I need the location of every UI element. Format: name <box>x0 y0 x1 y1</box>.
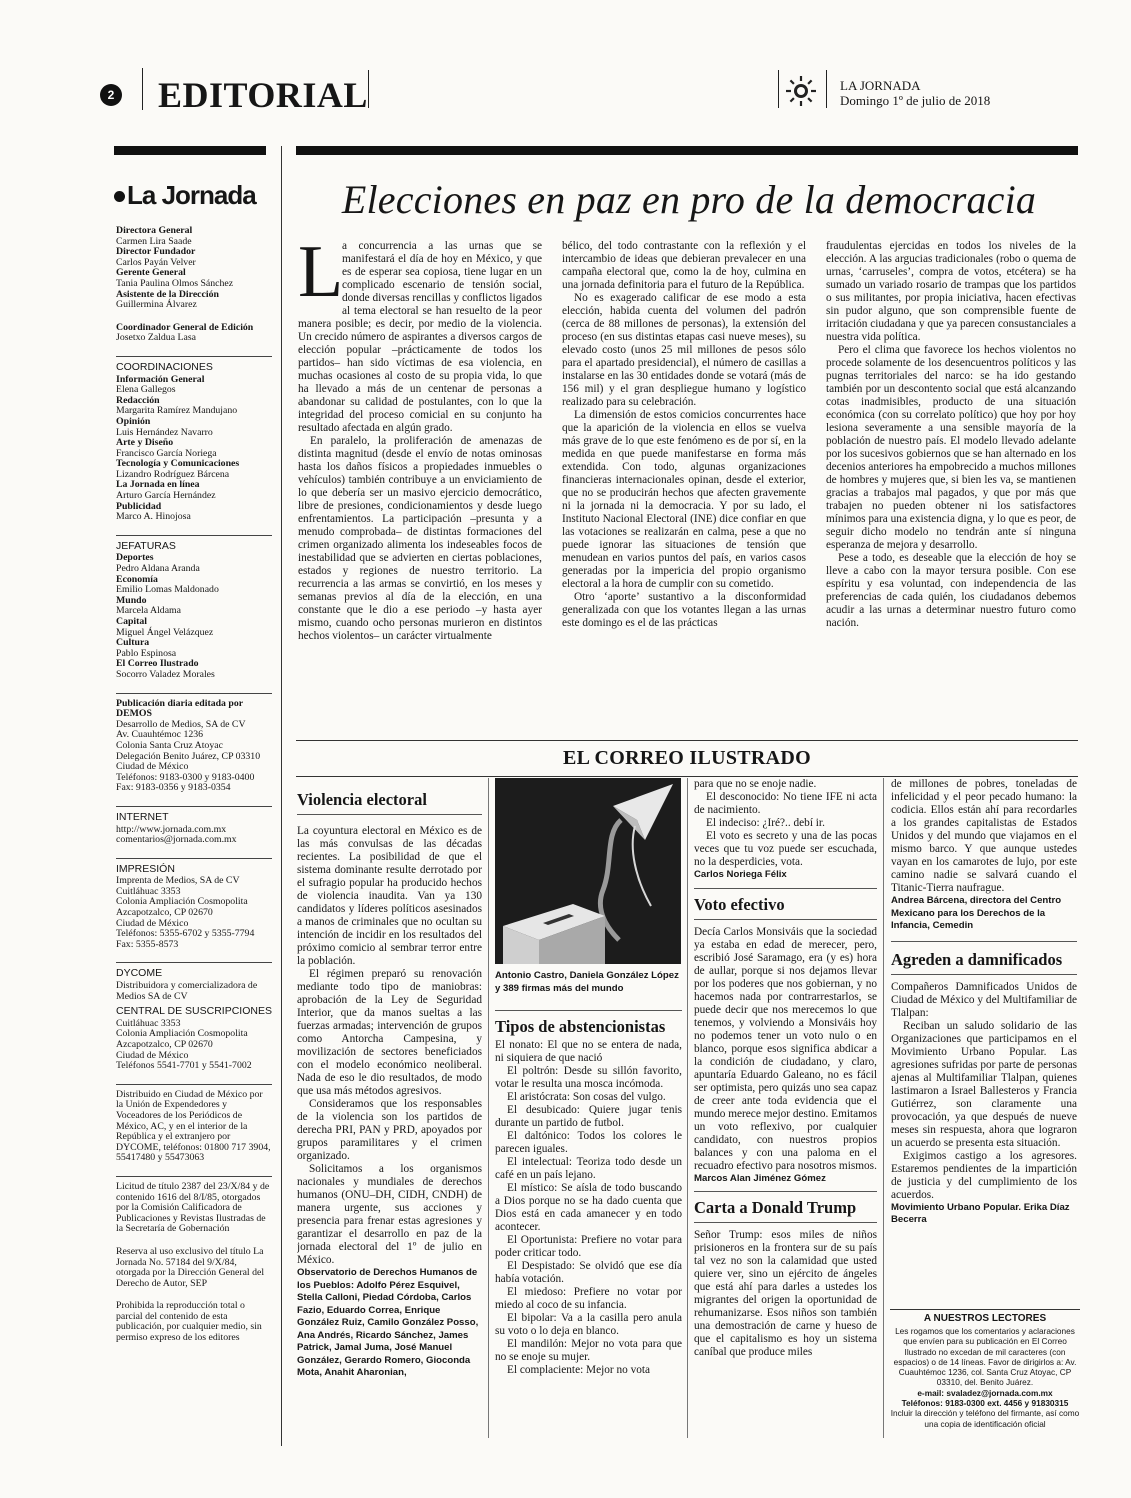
letter-violencia-electoral <box>297 790 482 1440</box>
section-divider <box>296 776 1078 777</box>
letter-signature: Movimiento Urbano Popular. Erika Díaz Becerra <box>891 1201 1070 1225</box>
editorial-paragraph <box>298 240 542 435</box>
staff-role: Arte y Diseño <box>116 437 174 449</box>
editorial-paragraph: Pero el clima que favorece los hechos violentos no procede solamente de los desencuentros políticos y las pugnas territoriales del narco: se ha ido gestando también por un descontento social que está alcanzando cotas inadmisibles, producto de una situación económica (con su correlato político) que hoy por hoy lesiona severamente a una sensible mayoría de la población de nuestro país. El modelo llevado adelante por los sucesivos gobiernos que se han alternado en los decenios anteriores ha empobrecido a muchos millones de hombres y mujeres que, si bien les va, se mantienen gracias a trabajos mal pagados, y que por más que trabajen no pueden obtener ni los satisfactores mínimos para una existencia digna, y lo que es peor, de seguir dicho modelo no tendrán ante sí ninguna esperanza de mejora y desarrollo. <box>826 344 1076 551</box>
editorial-paragraph: Pese a todo, es deseable que la elección de hoy se lleve a cabo con la mayor tersura posible. Con ese espíritu y esa voluntad, con independencia de las preferencias de cada quién, los ciudadanos debemos acudir a las urnas a determinar nuestro futuro como nación. <box>826 552 1076 629</box>
section-divider <box>296 740 1078 741</box>
illustration-caption: Antonio Castro, Daniela González López y 389 firmas más del mundo <box>495 970 679 994</box>
drop-cap: L <box>298 240 344 313</box>
masthead-section-heading: COORDINACIONES <box>116 356 272 373</box>
editorial-column-3 <box>826 240 1076 738</box>
letter-tipos-abstencionistas <box>495 1010 682 1440</box>
logo-text: La Jornada <box>127 180 256 210</box>
editorial-illustration <box>495 778 681 964</box>
masthead-section-heading: IMPRESIÓN <box>116 858 272 875</box>
page-number: 2 <box>100 84 122 106</box>
staff-role: Mundo <box>116 594 147 606</box>
staff-role: Deportes <box>116 552 154 564</box>
staff-name: Josetxo Zaldua Lasa <box>116 332 196 344</box>
staff-name: Carlos Payán Velver <box>116 256 196 268</box>
readers-notice-title: A NUESTROS LECTORES <box>890 1309 1080 1324</box>
letter-paragraph: El desconocido: No tiene IFE ni acta de nacimiento. <box>694 791 877 816</box>
staff-role: Información General <box>116 373 205 385</box>
sun-logo-icon <box>784 74 818 108</box>
staff-name: Marcela Aldama <box>116 605 182 617</box>
letter-paragraph: Reciban un saludo solidario de las Organizaciones que participamos en el Movimiento Urbano Popular. Las agresiones sufridas por parte de personas ajenas al Multifamiliar Tlalpan, quienes lastimaron a Israel Ballesteros y Francia Gutiérrez, son claramente una provocación, ya que después de nueve meses sin respuesta, ahora que lograron un acuerdo se presenta esta situación. <box>891 1019 1077 1149</box>
letter-paragraph: El miedoso: Prefiere no votar por miedo al coco de su infancia. <box>495 1286 682 1311</box>
staff-name: Luis Hernández Navarro <box>116 426 213 438</box>
letter-title: Violencia electoral <box>297 790 482 815</box>
editorial-paragraph: Otro ‘aporte’ sustantivo a la disconformidad generalizada con que los votantes llegan a las urnas este domingo es el de las prácticas <box>562 591 806 629</box>
letter-paragraph: El daltónico: Todos los colores le parecen iguales. <box>495 1130 682 1155</box>
staff-name: Tania Paulina Olmos Sánchez <box>116 277 234 289</box>
letter-paragraph: Señor Trump: esos miles de niños prisioneros en la frontera sur de su país tal vez no son la calamidad que usted quiere ver, sino un ejército de ángeles que está ahí para darles a ustedes los migrantes del origen la oportunidad de rehumanizarse. Esos niños son también una demostración de carne y hueso de que el capitalismo es hoy un sistema caníbal que produce miles <box>694 1229 877 1358</box>
readers-notice-phone: Teléfonos: 9183-0300 ext. 4456 y 91830315 <box>901 1398 1069 1409</box>
distribution-info: Distribuido en Ciudad de México por la Unión de Expendedores y Voceadores de los Periódicos de México, AC, y en el interior de la República y el extranjero por DYCOME, teléfonos: 01800 717 3904, 55417480 y 55473063 <box>116 1084 272 1164</box>
staff-name: Guillermina Álvarez <box>116 299 197 311</box>
staff-name: Arturo García Hernández <box>116 490 216 502</box>
editorial-top-bar <box>296 146 1078 155</box>
letter-title: Agreden a damnificados <box>891 941 1077 975</box>
staff-role: Asistente de la Dirección <box>116 288 219 300</box>
letter-signature: Andrea Bárcena, directora del Centro Mexicano para los Derechos de la Infancia, Cemedin <box>891 895 1062 931</box>
letter-paragraph: El intelectual: Teoriza todo desde un café en un país lejano. <box>495 1156 682 1181</box>
letter-title: Carta a Donald Trump <box>694 1191 877 1223</box>
letter-paragraph: El régimen preparó su renovación mediante todo tipo de maniobras: aprobación de la Ley de Seguridad Interior, que da manos sueltas a las fuerzas armadas; intervención de grupos como Antorcha Campesina, y movilización de sectores beneficiados con el modelo económico neoliberal. Nada de eso le dio resultados, de modo que usa más métodos agresivos. <box>297 968 482 1097</box>
letter-paragraph: El poltrón: Desde su sillón favorito, votar le resulta una mosca incómoda. <box>495 1065 682 1090</box>
staff-role: Directora General <box>116 225 193 236</box>
paragraph-text: a concurrencia a las urnas que se manifestará el día de hoy en México, y que es de esperar sea copiosa, tiene lugar en un complicado escenario de tensión social, donde diversas rencillas y conflictos ligados al tema electoral se han resuelto de la peor manera posible; es decir, por medio de la violencia. Un crecido número de aspirantes a diversos cargos de elección popular –prácticamente de todos los partidos– han sido víctimas de esa violencia, en muchas ocasiones al costo de su propia vida, lo que ha llevado a más de un centenar de personas a abandonar su calidad de postulantes, con lo que la integridad del proceso comicial en su conjunto ha resultado afectada en algún grado. <box>298 240 542 434</box>
reservation-info: Reserva al uso exclusivo del título La Jornada No. 57184 del 9/X/84, otorgada por la Dirección General del Derecho de Autor, SEP <box>116 1245 265 1289</box>
masthead-logo <box>114 180 256 211</box>
staff-name: Francisco García Noriega <box>116 447 217 459</box>
staff-role: El Correo Ilustrado <box>116 658 199 670</box>
internet-info: http://www.jornada.com.mx comentarios@jornada.com.mx <box>116 823 237 846</box>
header-divider <box>142 68 143 110</box>
letter-paragraph: Exigimos castigo a los agresores. Estaremos pendientes de la impartición de justicia y del cumplimiento de los acuerdos. <box>891 1149 1077 1201</box>
letter-paragraph: para que no se enoje nadie. <box>694 778 817 790</box>
staff-role: Publicidad <box>116 500 162 512</box>
staff-name: Pedro Aldana Aranda <box>116 563 200 575</box>
editorial-paragraph: En paralelo, la proliferación de amenazas de distinta magnitud (desde el envío de notas ominosas hasta los daños físicos a propiedades inmuebles o vehículos) también contribuye a un enviciamiento de lo que debería ser un masivo ejercicio democrático, libre de presiones, condicionamientos y desde luego enfrentamientos. La participación –presunta y a menudo comprobada– de distintas formaciones del crimen organizado alimenta los indeseables focos de inestabilidad que se advierten en ciertas poblaciones, estados y regiones de nuestro territorio. La recurrencia a las armas se convirtió, en los meses y semanas previos al día de la elección, en una constante que le dio a ese periodo –y hasta ayer mismo, cuando ocho personas murieron en distintos hechos violentos– un carácter virtualmente <box>298 435 542 642</box>
staff-role: Director Fundador <box>116 246 196 258</box>
staff-name: Miguel Ángel Velázquez <box>116 626 214 638</box>
staff-role: La Jornada en línea <box>116 479 200 491</box>
staff-role: Coordinador General de Edición <box>116 321 254 333</box>
letter-signature: Marcos Alan Jiménez Gómez <box>694 1172 826 1184</box>
staff-name: Emilio Lomas Maldonado <box>116 584 219 596</box>
letter-paragraph: Solicitamos a los organismos nacionales y mundiales de derechos humanos (ONU–DH, CIDH, CNDH) de manera urgente, sus acciones y presencia para frenar estas agresiones y garantizar el desarrollo en paz de la jornada electoral del 1º de julio en México. <box>297 1163 482 1266</box>
license-info: Licitud de título 2387 del 23/X/84 y de contenido 1616 del 8/I/85, otorgados por la Comisión Calificadora de Publicaciones y Revistas Ilustradas de la Secretaría de Gobernación <box>116 1176 272 1235</box>
staff-name: Marco A. Hinojosa <box>116 511 191 523</box>
reproduction-notice: Prohibida la reproducción total o parcial del contenido de esta publicación, por cualquier medio, sin permiso expreso de los editores <box>116 1300 262 1344</box>
staff-name: Elena Gallegos <box>116 384 176 396</box>
column-divider <box>687 778 688 1438</box>
letter-paragraph: El aristócrata: Son cosas del vulgo. <box>507 1091 666 1103</box>
publisher-heading: Publicación diaria editada por DEMOS <box>116 693 272 720</box>
publication-date: Domingo 1º de julio de 2018 <box>840 93 991 108</box>
letter-paragraph: El desubicado: Quiere jugar tenis durante un partido de futbol. <box>495 1104 682 1129</box>
header-divider <box>778 70 779 108</box>
letter-paragraph: El voto es secreto y una de las pocas veces que tu voz puede ser escuchada, no la desperdicies, vota. <box>694 830 877 868</box>
staff-name: Margarita Ramírez Mandujano <box>116 405 238 417</box>
printing-info: Imprenta de Medios, SA de CV Cuitláhuac 3353 Colonia Ampliación Cosmopolita Azcapotzalco, CP 02670 Ciudad de México Teléfonos: 5355-6702 y 5355-7794 Fax: 5355-8573 <box>116 875 255 950</box>
publisher-address: Desarrollo de Medios, SA de CV Av. Cuauhtémoc 1236 Colonia Santa Cruz Atoyac Delegación Benito Juárez, CP 03310 Ciudad de México Teléfonos: 9183-0300 y 9183-0400 Fax: 9183-0356 y 9183-0354 <box>116 718 261 794</box>
letter-paragraph: de millones de pobres, toneladas de infelicidad y el peor pecado humano: la codicia. Ellos están ahí para recordarles a los grandes capitalistas de Estados Unidos y del mundo que viajamos en el mismo barco. Y que aunque ustedes vayan en los camarotes de lujo, por este camino nadie se salvará cuando el Titanic-Tierra naufrague. <box>891 778 1077 894</box>
letter-paragraph: El Oportunista: Prefiere no votar para poder criticar todo. <box>495 1234 682 1259</box>
staff-role: Redacción <box>116 394 160 406</box>
staff-name: Lizandro Rodríguez Bárcena <box>116 468 230 480</box>
readers-notice <box>890 1309 1080 1429</box>
letter-signature: Observatorio de Derechos Humanos de los Pueblos: Adolfo Pérez Esquivel, Stella Calloni, Piedad Córdoba, Carlos Fazio, Eduardo Correa, Enrique González Ruiz, Camilo González Posso, Ana Andrés, Ricardo Sánchez, James Patrick, Jamal Juma, José Manuel González, Gerardo Romero, Gioconda Mota, Anahit Aharonian, <box>297 1267 479 1378</box>
header-divider <box>826 70 827 108</box>
masthead-divider <box>281 146 282 1446</box>
letter-title: Tipos de abstencionistas <box>495 1010 682 1037</box>
subscription-info: Cuitláhuac 3353 Colonia Ampliación Cosmopolita Azcapotzalco, CP 02670 Ciudad de México Teléfonos 5541-7701 y 5541-7002 <box>116 1017 252 1072</box>
editorial-paragraph: bélico, del todo contrastante con la reflexión y el intercambio de ideas que debieran prevalecer en una campaña electoral que, como la de hoy, culmina en una jornada definitoria para el futuro de la República. <box>562 240 806 291</box>
staff-name: Pablo Espinosa <box>116 647 177 659</box>
letter-paragraph: El místico: Se aísla de todo buscando a Dios porque no se ha dado cuenta que Dios está en cada amanecer y en todo acontecer. <box>495 1182 682 1233</box>
letter-paragraph: El Despistado: Se olvidó que ese día había votación. <box>495 1260 682 1285</box>
column-divider <box>488 778 489 1438</box>
masthead-staff <box>116 226 272 1344</box>
staff-role: Cultura <box>116 637 150 649</box>
letter-paragraph: El mandilón: Mejor no vota para que no se enoje su mujer. <box>495 1338 682 1363</box>
editorial-title: Elecciones en paz en pro de la democracia <box>341 177 1037 222</box>
correo-section-title: EL CORREO ILUSTRADO <box>563 747 811 769</box>
letter-paragraph: Compañeros Damnificados Unidos de Ciudad de México y del Multifamiliar de Tlalpan: <box>891 980 1077 1019</box>
letter-paragraph: El complaciente: Mejor no vota <box>507 1364 651 1376</box>
staff-name: Carmen Lira Saade <box>116 235 192 247</box>
staff-name: Socorro Valadez Morales <box>116 668 215 680</box>
masthead-section-heading: DYCOME <box>116 962 272 979</box>
section-title: EDITORIAL <box>158 75 368 115</box>
letter-paragraph: El indeciso: ¿Iré?.. debí ir. <box>706 817 825 829</box>
letter-paragraph: Consideramos que los responsables de la violencia son los partidos de derecha PRI, PAN y PRD, apoyados por grupos paramilitares y el crimen organizado. <box>297 1098 482 1162</box>
editorial-paragraph: La dimensión de estos comicios concurrentes hace que la aparición de la violencia en ellos se vuelva más grave de lo que este fenómeno es de por sí, en la medida en que puede manifestarse en forma más extendida. Con todo, algunas organizaciones financieras internacionales opinan, desde el exterior, que no se producirán hechos que afecten gravemente ni la jornada ni la democracia. Y por su lado, el Instituto Nacional Electoral (INE) dice confiar en que las votaciones se realizarán en calma, pese a que no puede ignorar las situaciones de tensión que menudean en varios puntos del país, en varios casos generadas por la impericia del propio organismo electoral a la hora de cumplir con su cometido. <box>562 409 806 590</box>
masthead-section-heading: CENTRAL DE SUSCRIPCIONES <box>116 1005 272 1018</box>
ballot-box-illustration-icon <box>495 778 681 964</box>
staff-role: Opinión <box>116 415 151 427</box>
dycome-info: Distribuidora y comercializadora de Medios SA de CV <box>116 980 258 1002</box>
letter-column-3 <box>694 778 877 1440</box>
staff-role: Capital <box>116 616 148 627</box>
masthead-section-heading: JEFATURAS <box>116 535 272 552</box>
letter-column-4 <box>891 778 1077 1306</box>
letter-paragraph: El nonato: El que no se entera de nada, ni siquiera de que nació <box>495 1039 682 1064</box>
masthead-section-heading: INTERNET <box>116 806 272 823</box>
editorial-paragraph: No es exagerado calificar de ese modo a esta elección, habida cuenta del volumen del padrón (cerca de 88 millones de personas), la extensión del proceso (en sus distintas etapas casi nueve meses), su elevado costo (unos 25 mil millones de pesos sólo para el apartado presidencial), el número de casillas a instalarse en las 30 entidades donde se votará (más de 156 mil) y el gran despliegue humano y logístico realizado para su celebración. <box>562 292 806 408</box>
readers-notice-body: Les rogamos que los comentarios y aclaraciones que envíen para su publicación en El Correo Ilustrado no excedan de mil caracteres (con espacios) o de 14 líneas. Favor de dirigirlos a: Av. Cuauhtémoc 1236, col. Santa Cruz Atoyac, CP 03310, del. Benito Juárez. <box>893 1326 1077 1388</box>
staff-role: Economía <box>116 573 158 585</box>
letter-signature: Carlos Noriega Félix <box>694 869 787 880</box>
letter-paragraph: Decía Carlos Monsiváis que la sociedad ya estaba en edad de merecer, pero, escribió José Saramago, era (y es) hora de aullar, porque si nos dejamos llevar por los poderes que nos gobiernan, y no hacemos nada por contrarrestarlos, se puede decir que nos merecemos lo que tenemos, y volviendo a Monsiváis hoy no podemos tener un voto nulo o en blanco, porque esos significa abdicar a la condición de ciudadano, y claro, apuntaría Eduardo Galeano, no es fácil ser optimista, pero quizás uno sea capaz de creer ante toda evidencia que el mundo merece mejor destino. Emitamos un voto reflexivo, por cualquier candidato, con nuestros propios balances y con una paloma en el recuadro efectivo para nosotros mismos. <box>694 925 877 1172</box>
editorial-paragraph: fraudulentas ejercidas en todos los niveles de la elección. A las argucias tradicionales (robo o quema de urnas, ‘carruseles’, compra de votos, etcétera) se ha sumado un variado rosario de trampas que los partidos o sus militantes, por propia iniciativa, hacen efectivas sin pudor alguno, que son comprensible fuente de irritación ciudadana y que ya parecen consustanciales a nuestra vida política. <box>826 240 1076 343</box>
readers-notice-footer: Incluir la dirección y teléfono del firmante, así como una copia de identificación oficial <box>890 1408 1080 1429</box>
publication-name: LA JORNADA <box>840 78 921 93</box>
editorial-column-1 <box>298 240 542 738</box>
readers-notice-email: e-mail: svaladez@jornada.com.mx <box>917 1387 1053 1398</box>
letter-paragraph: El bipolar: Va a la casilla pero anula su voto o lo deja en blanco. <box>495 1312 682 1337</box>
column-divider <box>883 778 884 1438</box>
logo-dot-icon <box>114 191 125 202</box>
letter-title: Voto efectivo <box>694 888 877 920</box>
letter-paragraph: La coyuntura electoral en México es de las más convulsas de las décadas recientes. La posibilidad de que el sistema dominante resulte derrotado por el sufragio popular ha producido hechos de violencia inaudita. Van ya 130 candidatos y líderes políticos asesinados a manos de criminales que no ocultan su intención de incidir en los resultados del próximo comicio al sembrar terror entre la población. <box>297 825 482 967</box>
masthead-top-bar <box>114 146 266 155</box>
staff-role: Gerente General <box>116 267 186 279</box>
staff-role: Tecnología y Comunicaciones <box>116 458 240 470</box>
editorial-column-2 <box>562 240 806 738</box>
header-divider <box>368 70 369 108</box>
